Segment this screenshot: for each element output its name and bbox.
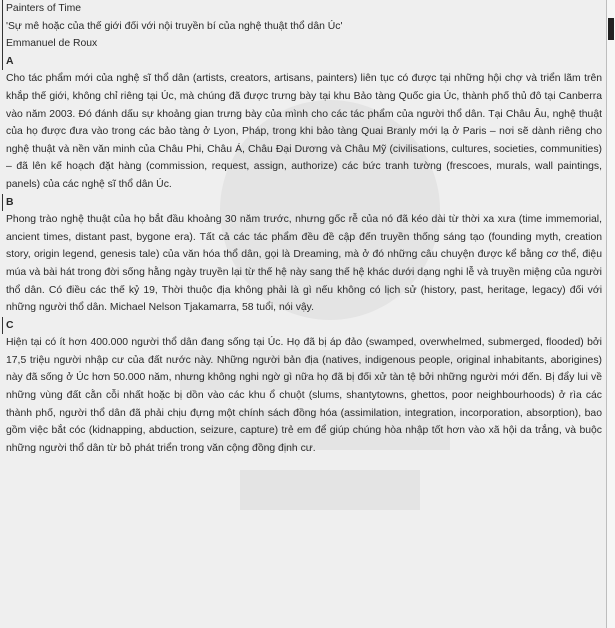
section-label-c: C [2,317,602,335]
section-text-c: Hiện tại có ít hơn 400.000 người thổ dân đang sống tại Úc. Họ đã bị áp đảo (swamped, overwhelmed, submerged, flooded) bởi 17,5 triệu người nhập cư của đất nước này. Những người bản địa (natives, indigenous people, original inhabitants, aborigines) này đã sống ở Úc hơn 50.000 năm, nhưng không nghi ngờ gì nữa họ đã bị đối xử tàn tệ bởi những người mới đến. Bị đẩy lui về những vùng đất cằn cỗi nhất hoặc bị dồn vào các khu ổ chuột (slums, shantytowns, ghettos, poor neighbourhoods) ở rìa các thành phố, người thổ dân đã phải chịu đựng một chính sách đồng hóa (assimilation, integration, incorporation, absorption), bao gồm việc bắt cóc (kidnapping, abduction, seizure, capture) trẻ em để giúp chúng hòa nhập tốt hơn vào xã hội da trắng, và buộc những người thổ dân từ bỏ phát triển trong văn cộng đồng định cư. [6,337,602,454]
doc-title: Painters of Time [2,0,602,18]
section-text-b: Phong trào nghệ thuật của họ bắt đầu khoảng 30 năm trước, nhưng gốc rễ của nó đã kéo dài từ thời xa xưa (time immemorial, ancient times, distant past, bygone era). Tất cả các tác phẩm đều đề cập đến truyền thống sáng tạo (founding myth, creation story, origin legend, genesis tale) của văn hóa thổ dân, gọi là Dreaming, mà ở đó những câu chuyện được kể bằng cơ thể, điệu múa và bài hát trong đời sống hằng ngày truyền lại từ thế hệ này sang thế hệ khác dưới dạng nghi lễ và truyền miệng của người thổ dân. Có điều các thế kỷ 19, Thời thuộc địa không phải là gì nếu không có lịch sử (history, past, heritage, legacy) đối với những người thổ dân. Michael Nelson Tjakamarra, 58 tuổi, nói vậy. [6,214,602,314]
doc-author: Emmanuel de Roux [2,35,602,53]
document-body [6,0,602,457]
scrollbar-thumb[interactable] [608,18,614,40]
section-label-b: B [2,194,602,212]
section-label-a: A [2,53,602,71]
scrollbar-track[interactable] [607,0,615,628]
section-text-a: Cho tác phẩm mới của nghệ sĩ thổ dân (artists, creators, artisans, painters) liên tục có được tại những hội chợ và triển lãm trên khắp thế giới, không chỉ riêng tại Úc, mà chúng đã được trưng bày tại khu Bảo tàng Quốc gia Úc, thành phố thủ đô tại Canberra vào năm 2003. Đó đánh dấu sự khoảng gian trưng bày của mình cho các tác phẩm của người thổ dân. Tại Châu Âu, nghệ thuật của họ được đưa vào trong các bảo tàng ở Lyon, Pháp, trong khi bảo tàng Quai Branly mới lạ ở Paris – nơi sẽ dành riêng cho nghệ thuật và nền văn minh của Châu Phi, Châu Á, Châu Đại Dương và Châu Mỹ (civilisations, cultures, societies, communities) – đã lên kế hoạch đặt hàng (commission, request, assign, authorize) các bức tranh tường (frescoes, murals, wall paintings, panels) của các nghệ sĩ thổ dân Úc. [6,73,602,190]
doc-subtitle: 'Sự mê hoặc của thế giới đối với nội truyền bí của nghệ thuật thổ dân Úc' [2,18,602,36]
